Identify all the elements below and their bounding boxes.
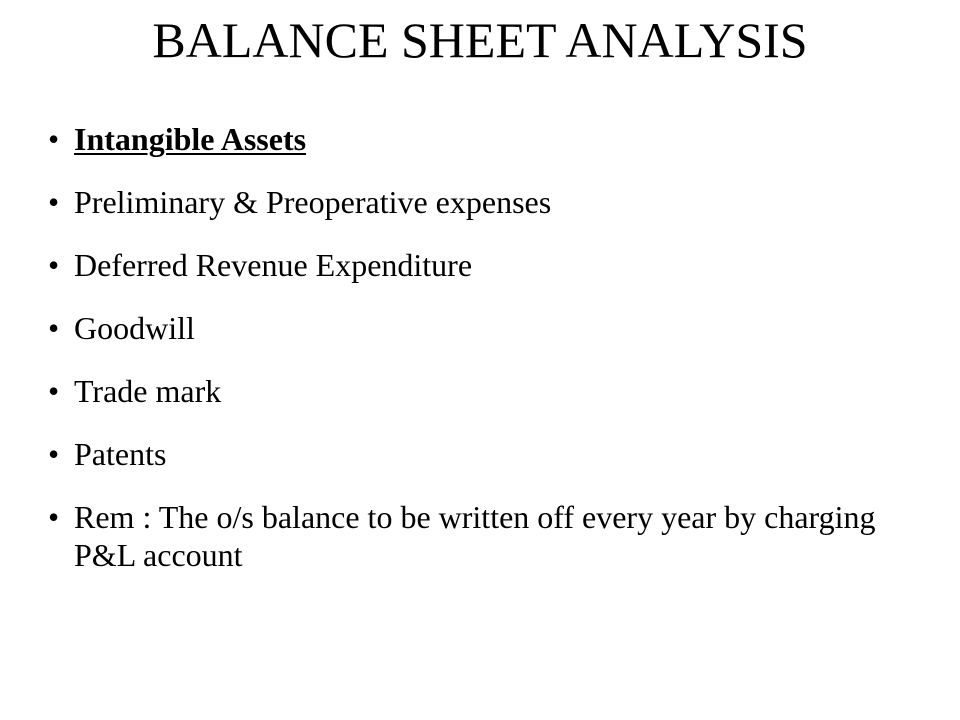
bullet-text: Rem : The o/s balance to be written off every year by charging P&L account [74, 499, 876, 573]
bullet-icon: • [48, 436, 60, 472]
bullet-icon: • [48, 310, 60, 346]
bullet-icon: • [48, 247, 60, 283]
bullet-icon: • [48, 184, 60, 220]
bullet-icon: • [48, 373, 60, 409]
bullet-text: Preliminary & Preoperative expenses [74, 184, 552, 220]
bullet-icon: • [48, 499, 60, 535]
bullet-item-remark [48, 498, 908, 574]
bullet-item-deferred-revenue [48, 246, 908, 284]
bullet-text: Goodwill [74, 310, 195, 346]
bullet-icon: • [48, 121, 60, 157]
bullet-text: Patents [74, 436, 167, 472]
bullet-item-preliminary-expenses [48, 183, 908, 221]
bullet-text: Trade mark [74, 373, 222, 409]
section-heading: Intangible Assets [74, 121, 307, 157]
bullet-text: Deferred Revenue Expenditure [74, 247, 473, 283]
bullet-list [48, 120, 908, 574]
bullet-item-patents [48, 435, 908, 473]
slide-title: BALANCE SHEET ANALYSIS [152, 12, 808, 68]
bullet-item-trade-mark [48, 372, 908, 410]
bullet-item-goodwill [48, 309, 908, 347]
bullet-item-intangible-assets [48, 120, 908, 158]
